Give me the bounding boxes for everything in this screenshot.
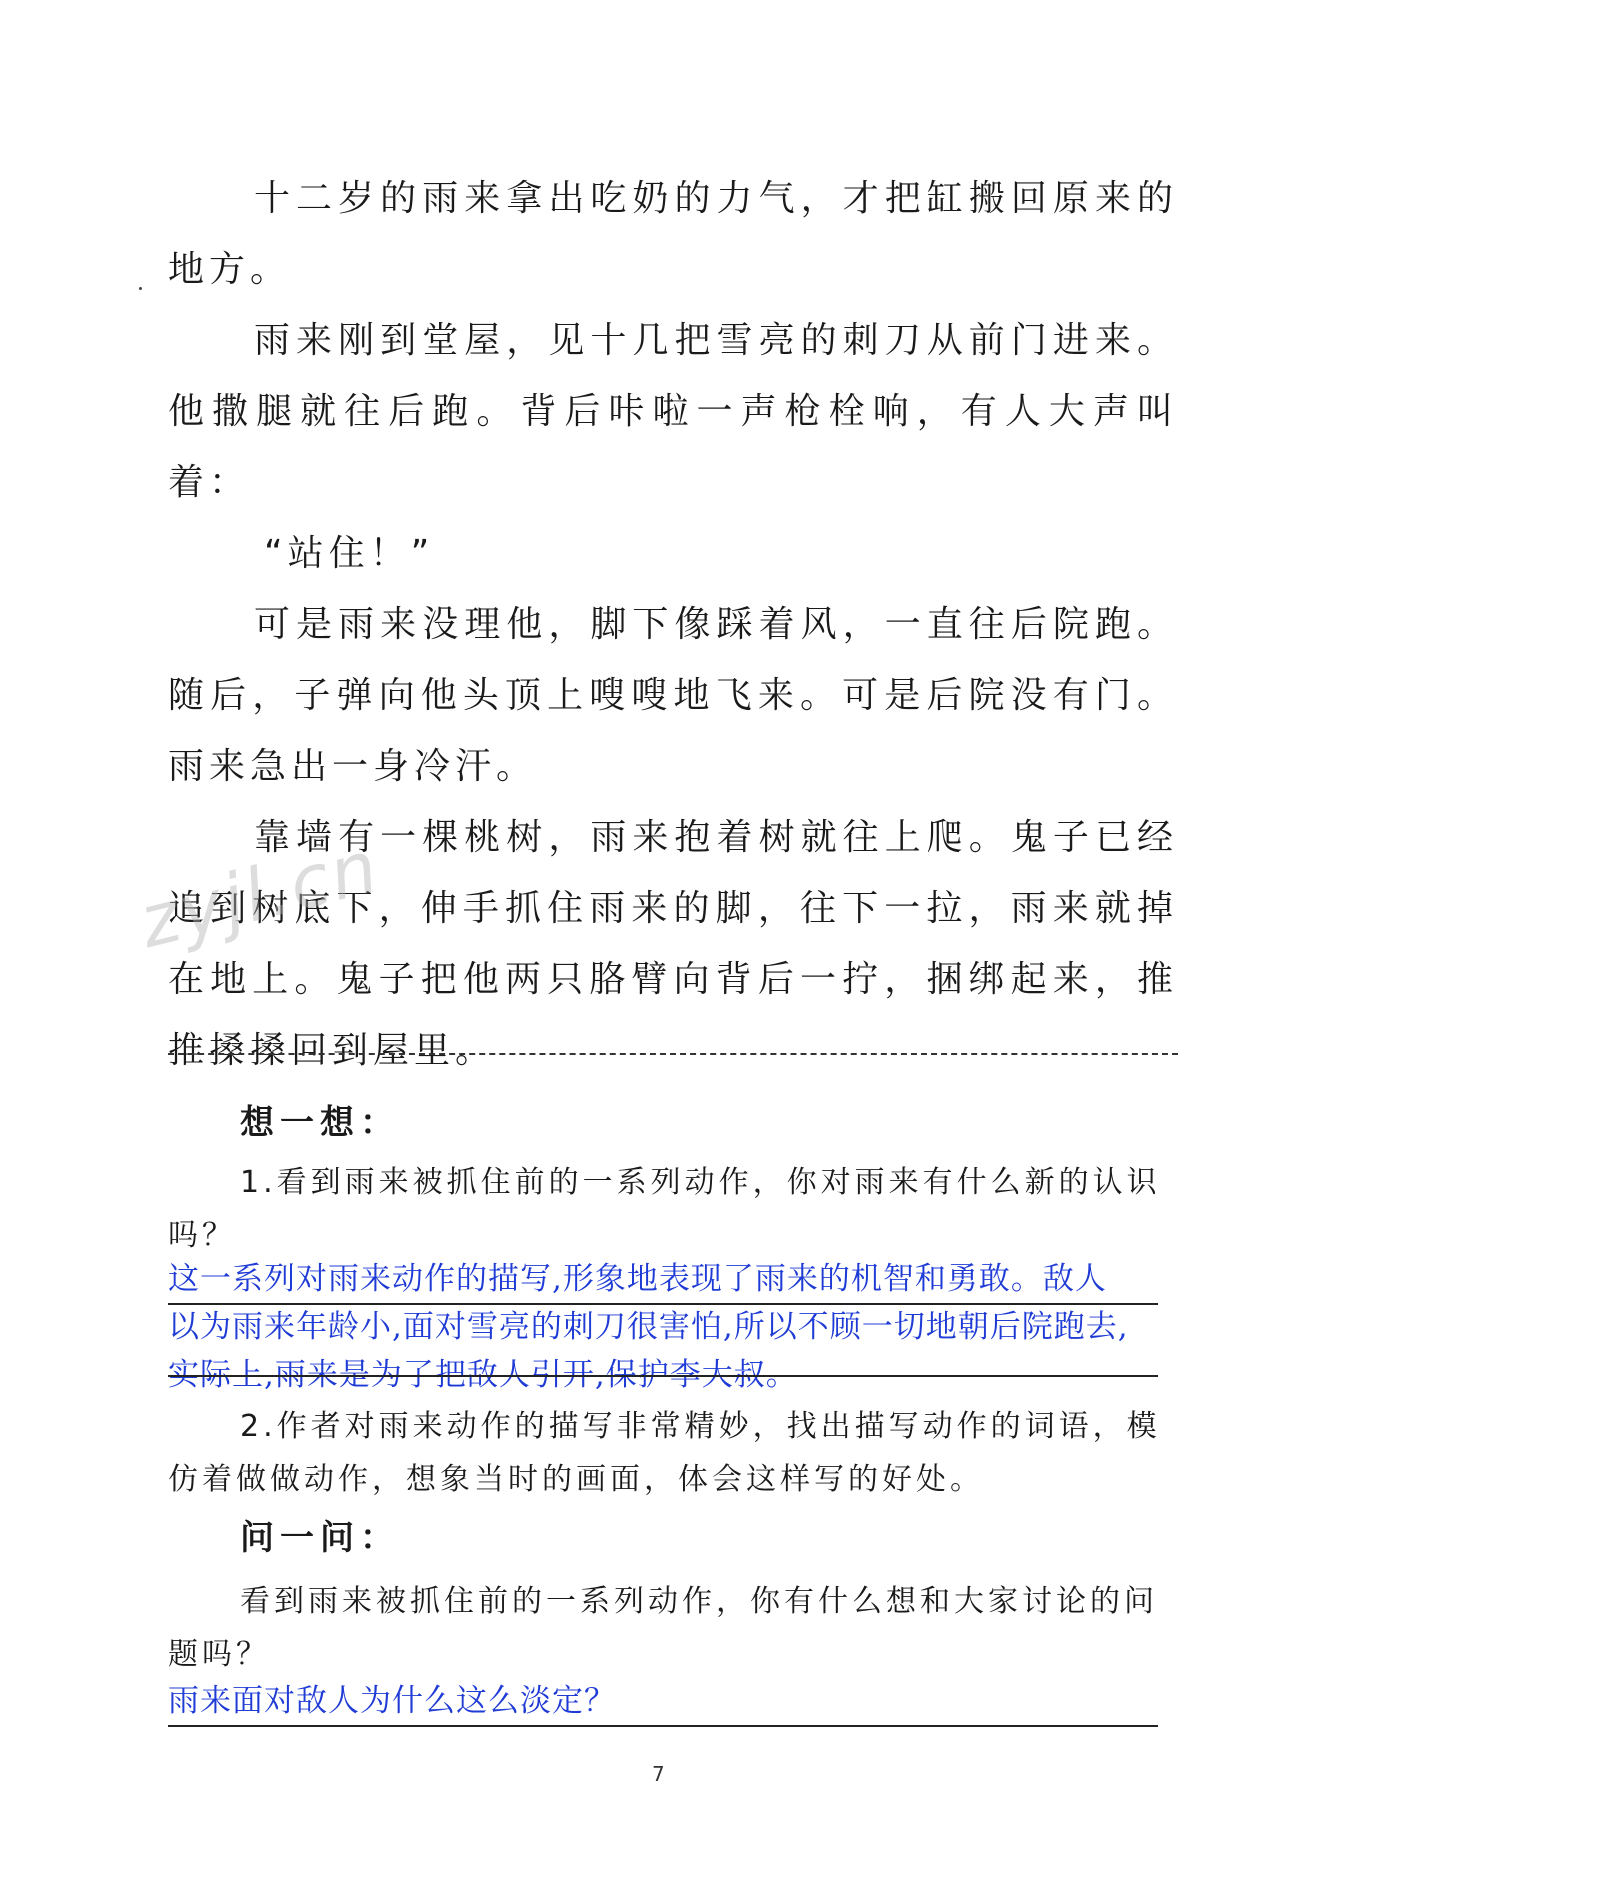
stray-mark	[139, 287, 142, 290]
answer-1	[168, 1255, 1198, 1399]
ask-question: 看到雨来被抓住前的一系列动作，你有什么想和大家讨论的问题吗？	[168, 1584, 1158, 1672]
question-1: 1.看到雨来被抓住前的一系列动作，你对雨来有什么新的认识吗？	[168, 1165, 1161, 1253]
answer-1-line: 以为雨来年龄小,面对雪亮的刺刀很害怕,所以不顾一切地朝后院跑去,	[168, 1309, 1129, 1345]
ask-section-title: 问一问：	[240, 1518, 400, 1558]
answer-rule	[168, 1375, 1158, 1377]
think-section-title: 想一想：	[240, 1103, 400, 1143]
story-paragraph: 可是雨来没理他，脚下像踩着风，一直往后院跑。随后，子弹向他头顶上嗖嗖地飞来。可是后院没有门。雨来急出一身冷汗。	[168, 604, 1178, 787]
story-paragraph: 十二岁的雨来拿出吃奶的力气，才把缸搬回原来的地方。	[168, 178, 1178, 290]
question-2: 2.作者对雨来动作的描写非常精妙，找出描写动作的词语，模仿着做做动作，想象当时的画面，体会这样写的好处。	[168, 1409, 1161, 1497]
watermark: zyjl.cn	[131, 823, 388, 965]
page-number: 7	[652, 1762, 665, 1786]
story-paragraph: 靠墙有一棵桃树，雨来抱着树就往上爬。鬼子已经追到树底下，伸手抓住雨来的脚，往下一拉，雨来就掉在地上。鬼子把他两只胳臂向背后一拧，捆绑起来，推推搡搡回到屋里。	[168, 817, 1178, 1071]
story-paragraph: 雨来刚到堂屋，见十几把雪亮的刺刀从前门进来。他撒腿就往后跑。背后咔啦一声枪栓响，有人大声叫着：	[168, 320, 1178, 503]
dashed-divider	[168, 1053, 1178, 1055]
answer-1-line: 这一系列对雨来动作的描写,形象地表现了雨来的机智和勇敢。敌人	[168, 1261, 1107, 1297]
answer-1-line: 实际上,雨来是为了把敌人引开,保护李大叔。	[168, 1357, 798, 1393]
answer-rule	[168, 1303, 1158, 1305]
story-paragraph: “站住！”	[264, 533, 435, 574]
ask-answer-line: 雨来面对敌人为什么这么淡定？	[168, 1683, 616, 1719]
story-passage	[168, 163, 1178, 1086]
ask-answer-rule	[168, 1725, 1158, 1727]
ask-answer	[168, 1677, 1198, 1725]
